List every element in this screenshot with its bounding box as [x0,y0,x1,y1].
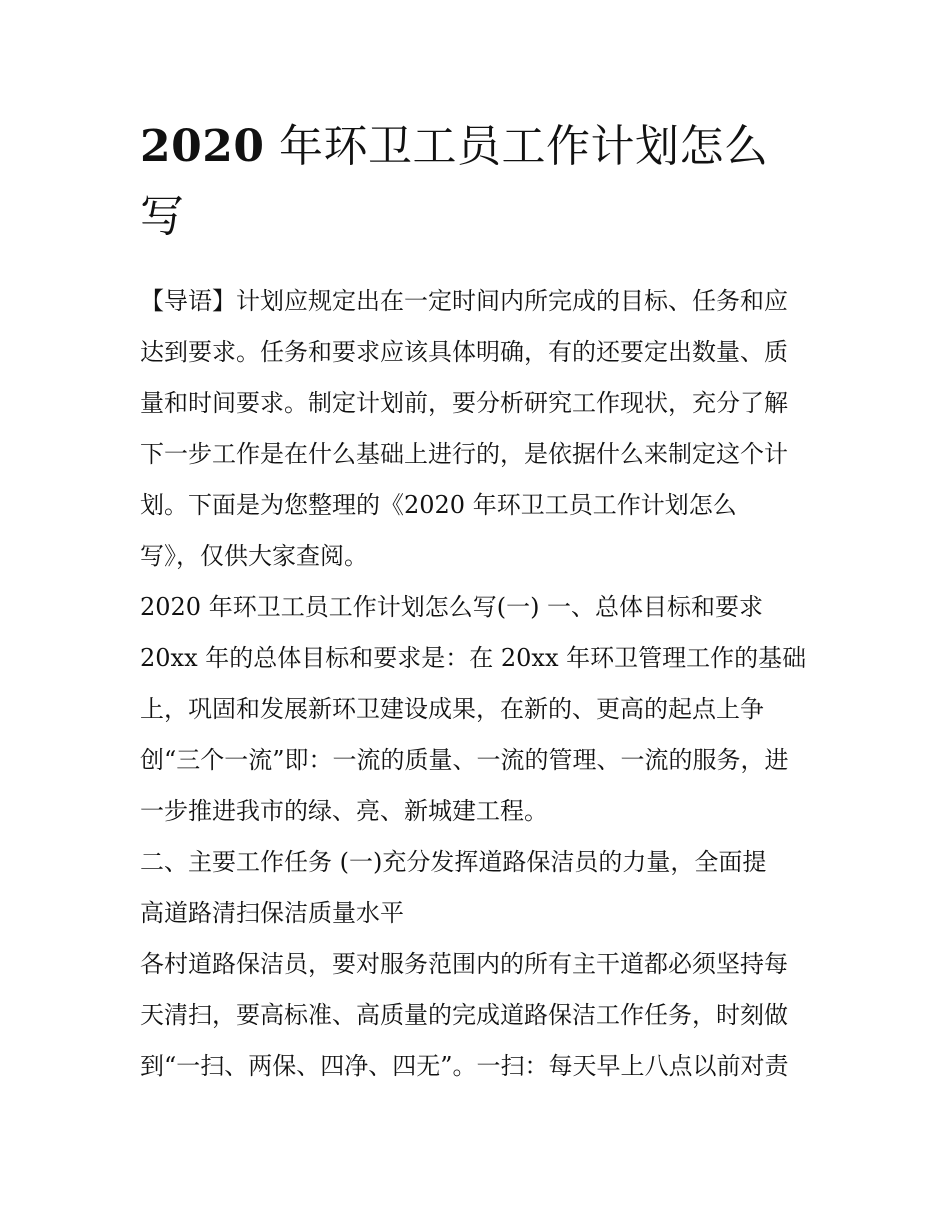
body-line: 写》，仅供大家查阅。 [140,542,368,570]
body-line: 各村道路保洁员，要对服务范围内的所有主干道都必须坚持每 [140,950,788,978]
body-line: 量和时间要求。制定计划前，要分析研究工作现状，充分了解 [140,389,788,417]
body-line: 一步推进我市的绿、亮、新城建工程。 [140,797,548,825]
body-line: 下一步工作是在什么基础上进行的，是依据什么来制定这个计 [140,440,788,468]
title-line1-text: 年环卫工员工作计划怎么 [264,121,769,172]
document-body [140,276,820,1092]
body-line: 天清扫，要高标准、高质量的完成道路保洁工作任务，时刻做 [140,1001,788,1029]
body-line: 【导语】计划应规定出在一定时间内所完成的目标、任务和应 [140,287,788,315]
body-line: 到“一扫、两保、四净、四无”。一扫：每天早上八点以前对责 [140,1052,789,1080]
title-line2-text: 写 [140,191,185,242]
document-title [140,112,820,252]
body-line: 上，巩固和发展新环卫建设成果，在新的、更高的起点上争 [140,695,764,723]
section-heading-line: 2020 年环卫工员工作计划怎么写(一) 一、总体目标和要求 [140,593,764,621]
body-line: 达到要求。任务和要求应该具体明确，有的还要定出数量、质 [140,338,788,366]
section-heading-line: 二、主要工作任务 (一)充分发挥道路保洁员的力量，全面提 [140,848,767,876]
body-line: 20xx 年的总体目标和要求是：在 20xx 年环卫管理工作的基础 [140,644,807,672]
body-line: 创“三个一流”即：一流的质量、一流的管理、一流的服务，进 [140,746,789,774]
section-heading-line: 高道路清扫保洁质量水平 [140,899,404,927]
body-line: 划。下面是为您整理的《2020 年环卫工员工作计划怎么 [140,491,737,519]
title-year: 2020 [140,121,265,172]
